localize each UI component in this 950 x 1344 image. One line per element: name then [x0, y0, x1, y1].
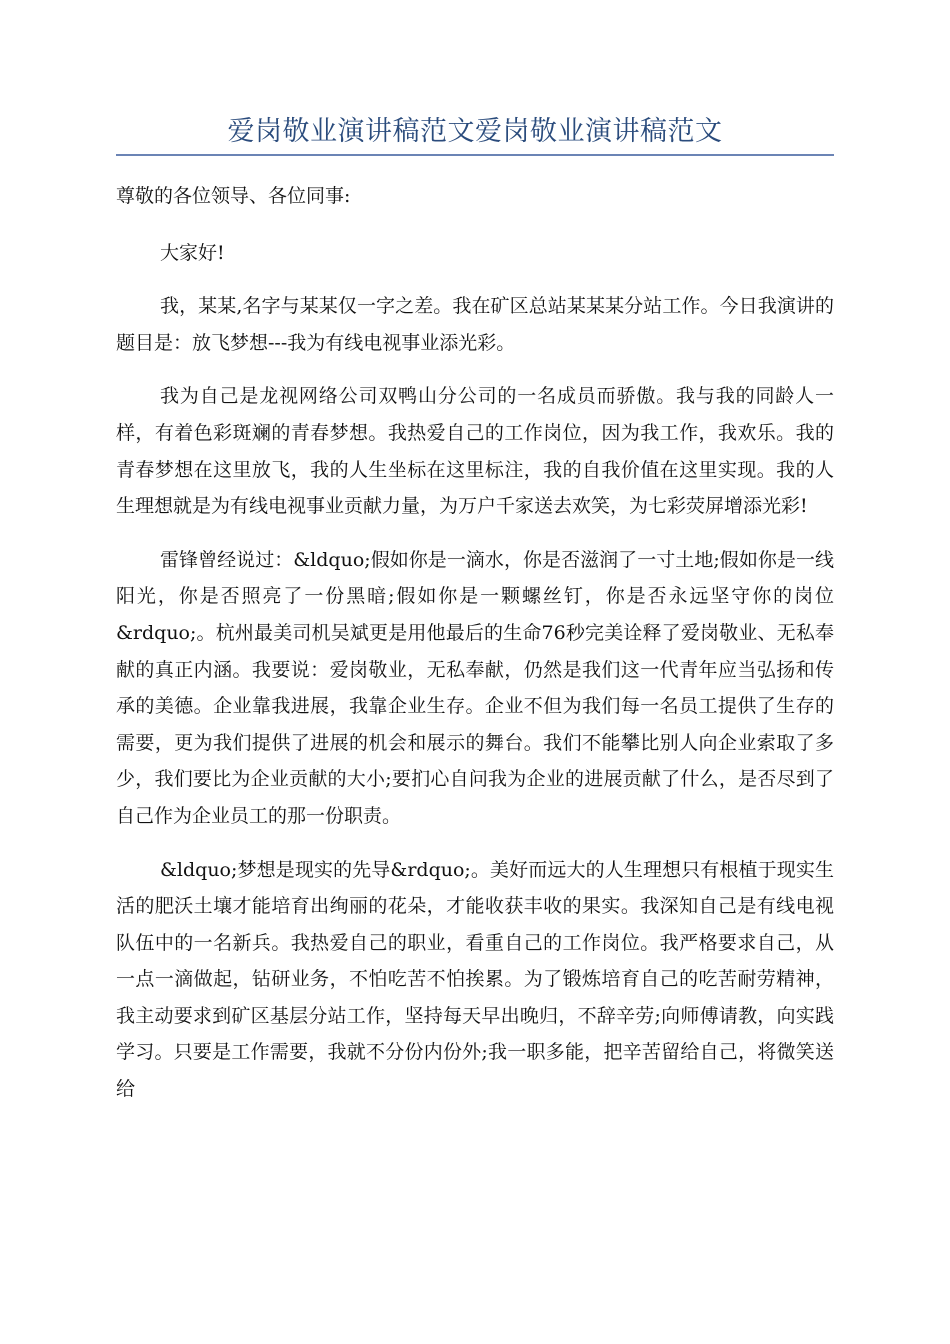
body-paragraph: 我为自己是龙视网络公司双鸭山分公司的一名成员而骄傲。我与我的同龄人一样，有着色彩斑斓的青春梦想。我热爱自己的工作岗位，因为我工作，我欢乐。我的青春梦想在这里放飞，我的人生坐标在这里标注，我的自我价值在这里实现。我的人生理想就是为有线电视事业贡献力量，为万户千家送去欢笑，为七彩荧屏增添光彩!: [116, 385, 834, 518]
title-underline: [116, 154, 834, 156]
greeting-paragraph: 大家好!: [160, 241, 225, 264]
salutation-paragraph: 尊敬的各位领导、各位同事:: [116, 185, 351, 207]
body-paragraph: 我，某某,名字与某某仅一字之差。我在矿区总站某某某分站工作。今日我演讲的题目是：放飞梦想---我为有线电视事业添光彩。: [116, 295, 834, 354]
body-paragraph: 雷锋曾经说过：&ldquo;假如你是一滴水，你是否滋润了一寸土地;假如你是一线阳光，你是否照亮了一份黑暗;假如你是一颗螺丝钉，你是否永远坚守你的岗位&rdquo;。杭州最美司机吴斌更是用他最后的生命76秒完美诠释了爱岗敬业、无私奉献的真正内涵。我要说：爱岗敬业，无私奉献，仍然是我们这一代青年应当弘扬和传承的美德。企业靠我进展，我靠企业生存。企业不但为我们每一名员工提供了生存的需要，更为我们提供了进展的机会和展示的舞台。我们不能攀比别人向企业索取了多少，我们要比为企业贡献的大小;要扪心自问我为企业的进展贡献了什么，是否尽到了自己作为企业员工的那一份职责。: [116, 548, 834, 827]
body-paragraph: &ldquo;梦想是现实的先导&rdquo;。美好而远大的人生理想只有根植于现实生活的肥沃土壤才能培育出绚丽的花朵，才能收获丰收的果实。我深知自己是有线电视队伍中的一名新兵。我热爱自己的职业，看重自己的工作岗位。我严格要求自己，从一点一滴做起，钻研业务，不怕吃苦不怕挨累。为了锻炼培育自己的吃苦耐劳精神，我主动要求到矿区基层分站工作，坚持每天早出晚归，不辞辛劳;向师傅请教，向实践学习。只要是工作需要，我就不分份内份外;我一职多能，把辛苦留给自己，将微笑送给: [116, 858, 834, 1101]
document-body: [116, 178, 834, 1125]
document-title: 爱岗敬业演讲稿范文爱岗敬业演讲稿范文: [227, 116, 723, 147]
